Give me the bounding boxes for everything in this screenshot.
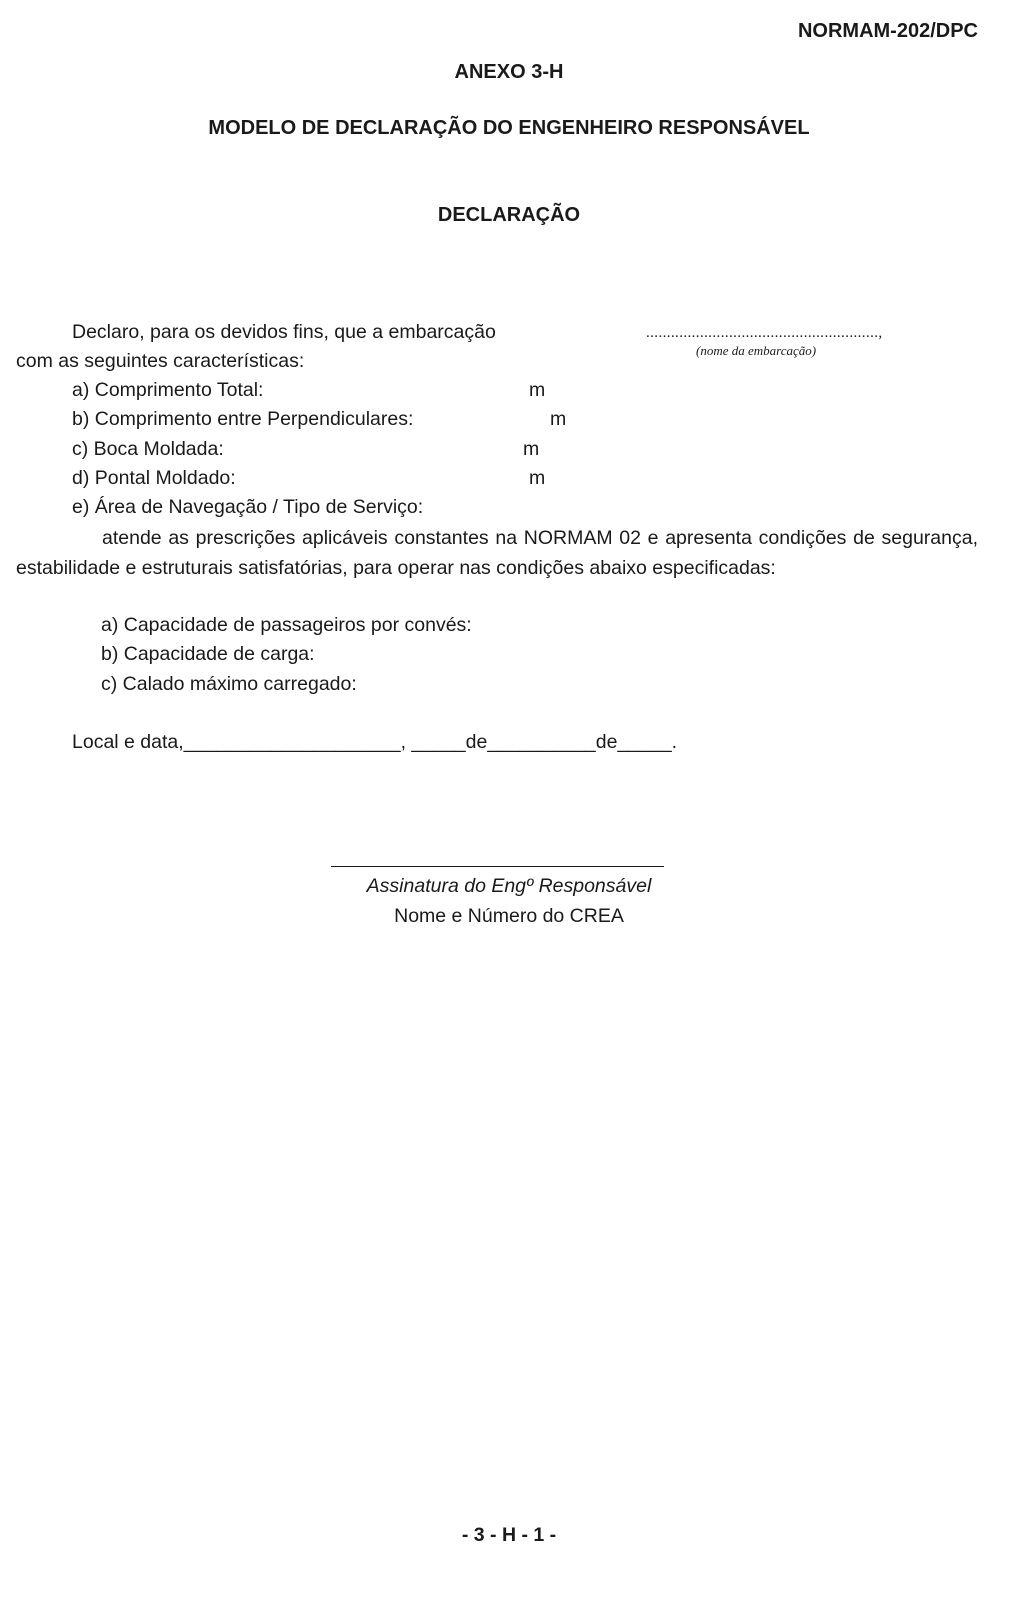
condition-item: a) Capacidade de passageiros por convés:: [101, 614, 472, 636]
statement-paragraph: atende as prescrições aplicáveis constantes na NORMAM 02 e apresenta condições de segurança, estabilidade e estruturais satisfatórias, para operar nas condições abaixo especificadas:: [16, 527, 978, 579]
characteristic-unit: m: [523, 438, 540, 460]
intro-line-2: com as seguintes características:: [16, 350, 305, 372]
signature-line: [331, 866, 664, 867]
vessel-name-note: (nome da embarcação): [696, 343, 817, 358]
characteristic-label: c) Boca Moldada:: [72, 438, 224, 460]
local-date-line: Local e data,____________________, _____de__________de_____.: [72, 731, 678, 753]
intro-line-1: Declaro, para os devidos fins, que a embarcação: [72, 321, 496, 343]
condition-item: b) Capacidade de carga:: [101, 643, 315, 665]
model-title: MODELO DE DECLARAÇÃO DO ENGENHEIRO RESPONSÁVEL: [208, 117, 810, 139]
signature-role: Assinatura do Engº Responsável: [366, 875, 652, 897]
annex-title: ANEXO 3-H: [454, 61, 564, 83]
characteristic-unit: m: [529, 379, 546, 401]
characteristic-label: d) Pontal Moldado:: [72, 467, 236, 489]
signature-name: Nome e Número do CREA: [394, 905, 624, 927]
document-code: NORMAM-202/DPC: [797, 20, 978, 42]
page-number: - 3 - H - 1 -: [461, 1524, 557, 1546]
characteristic-unit: m: [529, 467, 546, 489]
characteristic-unit: m: [550, 408, 567, 430]
characteristic-label: e) Área de Navegação / Tipo de Serviço:: [72, 496, 424, 518]
condition-item: c) Calado máximo carregado:: [101, 673, 357, 695]
declaration-title: DECLARAÇÃO: [437, 204, 581, 226]
characteristic-label: a) Comprimento Total:: [72, 379, 264, 401]
vessel-name-blank: ........................................................,: [646, 325, 883, 341]
characteristic-label: b) Comprimento entre Perpendiculares:: [72, 408, 414, 430]
